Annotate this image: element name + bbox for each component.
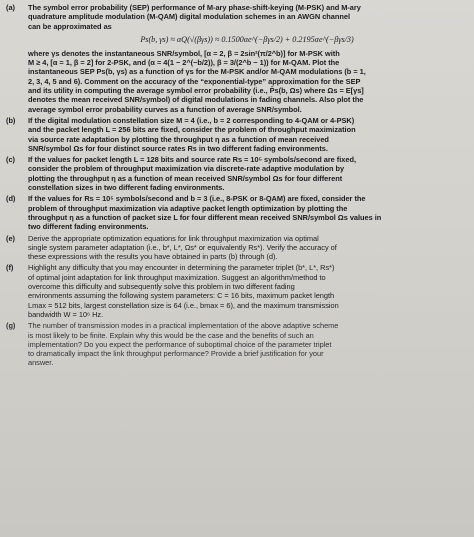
text-line: implementation? Do you expect the performance of suboptimal choice of the parameter triplet <box>28 339 332 349</box>
question-g <box>6 321 466 367</box>
question-a <box>6 3 466 114</box>
question-tag-d: (d) <box>6 194 16 204</box>
text-line: SNR/symbol Ωs for four distinct source rates Rs in two different fading environments. <box>28 143 328 153</box>
question-a-body <box>28 3 466 114</box>
question-e <box>6 234 466 262</box>
text-line: The number of transmission modes in a practical implementation of the above adaptive scheme <box>28 321 339 331</box>
question-tag-a: (a) <box>6 3 15 12</box>
text-line: If the digital modulation constellation size M = 4 (i.e., b = 2 corresponding to 4-QAM or 4-PSK) <box>28 115 355 125</box>
text-line: If the values for Rs = 10⁵ symbols/second and b = 3 (i.e., 8-PSK or 8-QAM) are fixed, consider the <box>28 194 366 204</box>
question-tag-b: (b) <box>6 115 16 125</box>
sep-approximation-equation: Ps(b, γs) ≈ αQ(√(βγs)) ≈ 0.1500αe^(−βγs/2) + 0.2195αe^(−βγs/3) <box>140 34 354 44</box>
text-line: consider the problem of throughput maximization via discrete-rate adaptive modulation by <box>28 164 345 174</box>
question-e-text <box>28 234 466 262</box>
text-line: two different fading environments. <box>28 222 149 232</box>
text-line: overcome this difficulty and subsequently solve this problem in two different fading <box>28 282 295 292</box>
question-tag-e: (e) <box>6 233 15 243</box>
text-line: throughput η as a function of packet size L for four different mean received SNR/symbol Ωs values in <box>28 212 382 222</box>
text-line: Highlight any difficulty that you may encounter in determining the parameter triplet (b*, L*, Rs*) <box>28 263 335 273</box>
text-line: average symbol error probability curves as a function of average SNR/symbol. <box>28 104 302 114</box>
text-line: 2, 3, 4, 5 and 6). Comment on the accuracy of the “exponential-type” approximation for the SEP <box>28 76 361 86</box>
text-line: single system parameter adaptation (i.e., b*, L*, Ωs* or equivalently Rs*). Verify the accuracy of <box>28 242 337 252</box>
question-tag-f: (f) <box>6 263 14 273</box>
question-f <box>6 263 466 319</box>
text-line: answer. <box>28 358 54 368</box>
text-line: via source rate adaptation by plotting the throughput η as a function of mean received <box>28 134 329 144</box>
question-c-text <box>28 155 466 192</box>
text-line: The symbol error probability (SEP) performance of M-ary phase-shift-keying (M-PSK) and M-ary <box>28 3 361 12</box>
text-line: Lmax = 512 bits, largest constellation size is 64 (i.e., bmax = 6), and the maximum transmission <box>28 300 339 310</box>
text-line: quadrature amplitude modulation (M-QAM) digital modulation schemes in an AWGN channel <box>28 12 351 22</box>
text-line: environments assuming the following system parameters: C = 16 bits, maximum packet length <box>28 291 335 301</box>
text-line: and the packet length L = 256 bits are fixed, consider the problem of throughput maximization <box>28 125 356 135</box>
question-a-intro <box>28 3 466 31</box>
text-line: bandwidth W = 10⁶ Hz. <box>28 309 104 319</box>
text-line: If the values for packet length L = 128 bits and source rate Rs = 10⁵ symbols/second are fixed, <box>28 155 356 165</box>
question-d-text <box>28 194 466 231</box>
question-a-text <box>28 49 466 114</box>
text-line: constellation sizes in two different fading environments. <box>28 183 225 193</box>
question-b-text <box>28 116 466 153</box>
text-line: of optimal joint adaptation for link throughput maximization. Suggest an algorithm/method to <box>28 272 326 282</box>
text-line: can be approximated as <box>28 21 112 31</box>
question-g-text <box>28 321 466 367</box>
text-line: denotes the mean received SNR/symbol) of digital modulations in fading channels. Also plot the <box>28 95 364 105</box>
question-d <box>6 194 466 231</box>
text-line: where γs denotes the instantaneous SNR/symbol, [α = 2, β = 2sin²(π/2^b)] for M-PSK with <box>28 48 340 58</box>
text-line: plotting the throughput η as a function of mean received SNR/symbol Ωs for four different <box>28 173 343 183</box>
text-line: Derive the appropriate optimization equations for link throughput maximization via optimal <box>28 233 319 243</box>
text-line: problem of throughput maximization via adaptive packet length optimization by plotting the <box>28 203 348 213</box>
question-tag-g: (g) <box>6 321 16 331</box>
text-line: these expressions with the results you have obtained in parts (b) through (d). <box>28 252 278 262</box>
text-line: M ≥ 4, [α = 1, β = 2] for 2-PSK, and (α = 4(1 − 2^(−b/2)), β = 3/(2^b − 1)) for M-QAM. Plot the <box>28 58 340 68</box>
text-line: to dramatically impact the link throughput performance? Provide a brief justification for your <box>28 349 324 359</box>
text-line: and its utility in computing the average symbol error probability (i.e., P̄s(b, Ωs) where Ωs = E[γs] <box>28 86 364 96</box>
question-tag-c: (c) <box>6 155 15 165</box>
text-line: is most likely to be finite. Explain why this would be the case and the benefits of such an <box>28 330 314 340</box>
question-f-text <box>28 263 466 319</box>
question-c <box>6 155 466 192</box>
question-b <box>6 116 466 153</box>
text-line: instantaneous SEP Ps(b, γs) as a function of γs for the M-PSK and/or M-QAM modulations (b = 1, <box>28 67 366 77</box>
